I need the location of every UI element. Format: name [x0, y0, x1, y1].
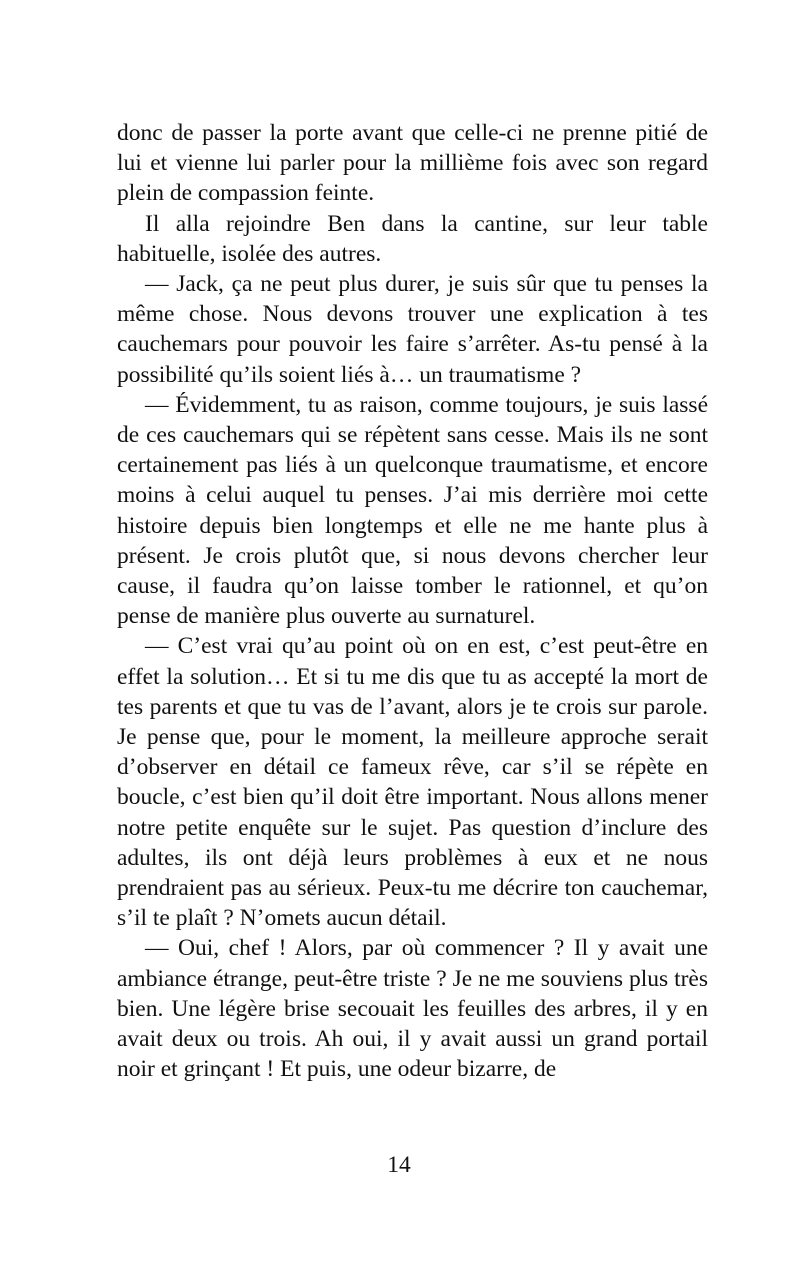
page-number: 14 — [387, 1152, 411, 1178]
paragraph-4: — Évidemment, tu as raison, comme toujours, je suis lassé de ces cauchemars qui se répètent sans cesse. Mais ils ne sont certainement pas liés à un quelconque traumatisme, et encore moins à celui auquel tu penses. J’ai mis derrière moi cette histoire depuis bien longtemps et elle ne me hante plus à présent. Je crois plutôt que, si nous devons chercher leur cause, il faudra qu’on laisse tomber le rationnel, et qu’on pense de manière plus ouverte au surnaturel. — [117, 391, 708, 630]
paragraph-3: — Jack, ça ne peut plus durer, je suis sûr que tu penses la même chose. Nous devons trouver une explication à tes cauchemars pour pouvoir les faire s’arrêter. As-tu pensé à la possibilité qu’ils soient liés à… un traumatisme ? — [117, 271, 708, 388]
paragraph-1: donc de passer la porte avant que celle-ci ne prenne pitié de lui et vienne lui parler pour la millième fois avec son regard plein de compassion feinte. — [117, 120, 708, 207]
paragraph-2: Il alla rejoindre Ben dans la cantine, sur leur table habituelle, isolée des autres. — [117, 210, 708, 267]
paragraph-5: — C’est vrai qu’au point où on en est, c’est peut-être en effet la solution… Et si tu me dis que tu as accepté la mort de tes parents et que tu vas de l’avant, alors je te crois sur parole. Je pense que, pour le moment, la meilleure approche serait d’observer en détail ce fameux rêve, car s’il se répète en boucle, c’est bien qu’il doit être important. Nous allons mener notre petite enquête sur le sujet. Pas question d’inclure des adultes, ils ont déjà leurs problèmes à eux et ne nous prendraient pas au sérieux. Peux-tu me décrire ton cauchemar, s’il te plaît ? N’omets aucun détail. — [117, 633, 708, 932]
body-text — [117, 118, 708, 1085]
paragraph-6: — Oui, chef ! Alors, par où commencer ? Il y avait une ambiance étrange, peut-être triste ? Je ne me souviens plus très bien. Une légère brise secouait les feuilles des arbres, il y en avait deux ou trois. Ah oui, il y avait aussi un grand portail noir et grinçant ! Et puis, une odeur bizarre, de — [117, 935, 708, 1083]
